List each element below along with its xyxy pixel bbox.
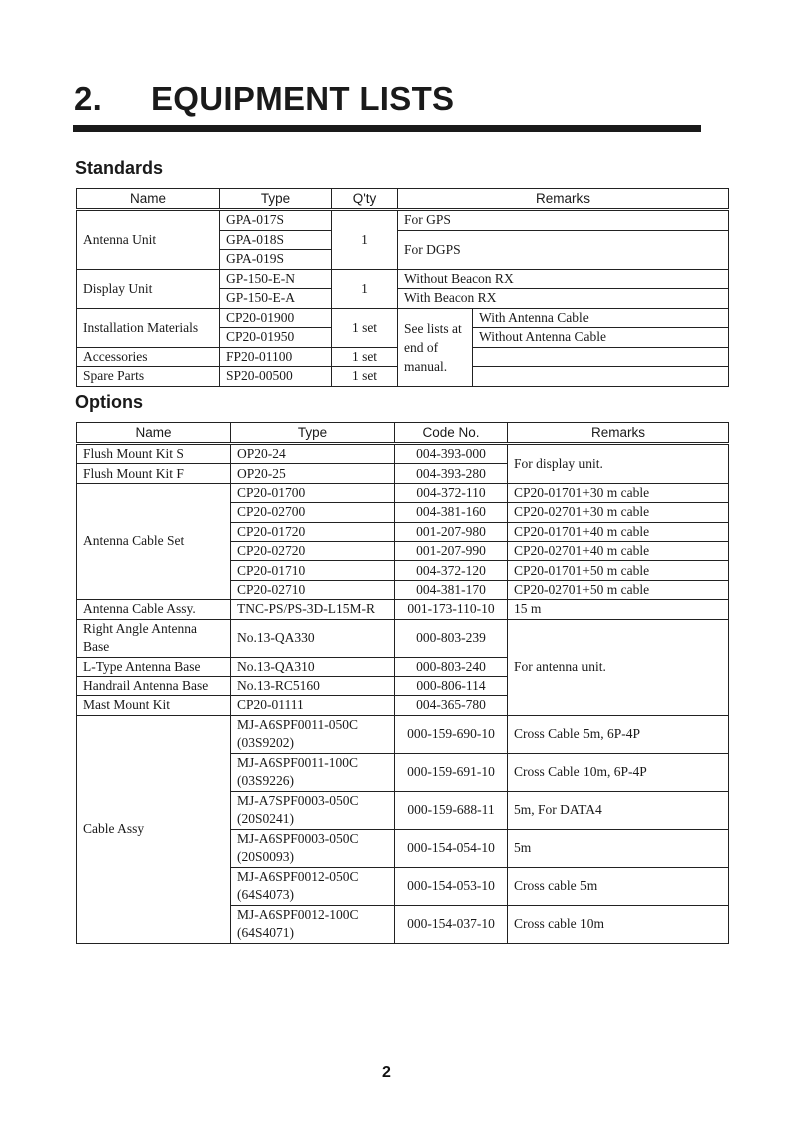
option-remark: For display unit. xyxy=(508,444,729,484)
option-remark: 5m, For DATA4 xyxy=(508,791,729,829)
item-remark: With Antenna Cable xyxy=(473,308,729,328)
table-row xyxy=(77,210,729,231)
item-name: Antenna Unit xyxy=(77,210,220,270)
item-type: CP20-01900 xyxy=(220,308,332,328)
option-code: 000-803-240 xyxy=(395,657,508,676)
item-qty: 1 xyxy=(332,269,398,308)
option-type: CP20-02700 xyxy=(231,503,395,522)
item-type: GPA-018S xyxy=(220,230,332,250)
option-name: Antenna Cable Set xyxy=(77,483,231,599)
option-code: 000-154-053-10 xyxy=(395,867,508,905)
option-code: 000-806-114 xyxy=(395,676,508,695)
table-row xyxy=(77,600,729,619)
item-qty: 1 xyxy=(332,210,398,270)
option-name: Flush Mount Kit S xyxy=(77,444,231,464)
option-name: Cable Assy xyxy=(77,715,231,943)
option-type: CP20-01720 xyxy=(231,522,395,541)
item-remark: Without Antenna Cable xyxy=(473,328,729,348)
column-header: Q'ty xyxy=(332,189,398,210)
item-type: GPA-019S xyxy=(220,250,332,270)
option-type: CP20-02710 xyxy=(231,580,395,599)
option-type: CP20-01700 xyxy=(231,483,395,502)
see-lists-note: See lists at end of manual. xyxy=(398,308,473,386)
table-row xyxy=(77,269,729,289)
option-type: No.13-QA330 xyxy=(231,619,395,657)
option-remark: For antenna unit. xyxy=(508,619,729,715)
option-type: MJ-A6SPF0011-100C (03S9226) xyxy=(231,753,395,791)
option-code: 000-803-239 xyxy=(395,619,508,657)
option-type: MJ-A6SPF0012-100C (64S4071) xyxy=(231,905,395,943)
option-code: 004-372-110 xyxy=(395,483,508,502)
standards-heading: Standards xyxy=(75,158,164,178)
option-name: L-Type Antenna Base xyxy=(77,657,231,676)
option-type: CP20-02720 xyxy=(231,541,395,560)
table-row xyxy=(77,619,729,657)
option-name: Flush Mount Kit F xyxy=(77,464,231,483)
options-table xyxy=(76,422,729,944)
option-code: 001-173-110-10 xyxy=(395,600,508,619)
option-code: 004-381-160 xyxy=(395,503,508,522)
option-name: Antenna Cable Assy. xyxy=(77,600,231,619)
option-remark: CP20-02701+50 m cable xyxy=(508,580,729,599)
item-type: SP20-00500 xyxy=(220,367,332,387)
title-rule xyxy=(73,125,701,132)
item-type: GPA-017S xyxy=(220,210,332,231)
table-row xyxy=(77,715,729,753)
option-remark: 5m xyxy=(508,829,729,867)
item-remark xyxy=(473,367,729,387)
table-row xyxy=(77,483,729,502)
option-type: No.13-QA310 xyxy=(231,657,395,676)
column-header: Name xyxy=(77,189,220,210)
option-type: MJ-A6SPF0012-050C (64S4073) xyxy=(231,867,395,905)
item-qty: 1 set xyxy=(332,367,398,387)
item-qty: 1 set xyxy=(332,308,398,347)
option-remark: CP20-01701+50 m cable xyxy=(508,561,729,580)
page-number: 2 xyxy=(382,1064,391,1081)
column-header: Type xyxy=(231,423,395,444)
item-name: Installation Materials xyxy=(77,308,220,347)
table-header-row xyxy=(77,189,729,210)
item-remark: Without Beacon RX xyxy=(398,269,729,289)
option-code: 001-207-990 xyxy=(395,541,508,560)
option-code: 004-365-780 xyxy=(395,696,508,715)
option-type: MJ-A6SPF0011-050C (03S9202) xyxy=(231,715,395,753)
option-remark: 15 m xyxy=(508,600,729,619)
option-code: 004-393-280 xyxy=(395,464,508,483)
item-remark: For DGPS xyxy=(398,230,729,269)
option-code: 000-154-054-10 xyxy=(395,829,508,867)
option-code: 000-159-691-10 xyxy=(395,753,508,791)
option-type: OP20-25 xyxy=(231,464,395,483)
option-code: 004-393-000 xyxy=(395,444,508,464)
option-code: 004-372-120 xyxy=(395,561,508,580)
option-remark: CP20-01701+40 m cable xyxy=(508,522,729,541)
item-qty: 1 set xyxy=(332,347,398,367)
option-code: 001-207-980 xyxy=(395,522,508,541)
table-row xyxy=(77,444,729,464)
section-title: EQUIPMENT LISTS xyxy=(151,80,455,117)
option-code: 004-381-170 xyxy=(395,580,508,599)
item-name: Spare Parts xyxy=(77,367,220,387)
standards-table xyxy=(76,188,729,387)
item-remark: With Beacon RX xyxy=(398,289,729,309)
option-remark: CP20-01701+30 m cable xyxy=(508,483,729,502)
option-name: Handrail Antenna Base xyxy=(77,676,231,695)
option-remark: Cross Cable 10m, 6P-4P xyxy=(508,753,729,791)
option-type: MJ-A6SPF0003-050C (20S0093) xyxy=(231,829,395,867)
option-code: 000-154-037-10 xyxy=(395,905,508,943)
option-type: CP20-01710 xyxy=(231,561,395,580)
item-type: GP-150-E-N xyxy=(220,269,332,289)
option-type: TNC-PS/PS-3D-L15M-R xyxy=(231,600,395,619)
item-type: GP-150-E-A xyxy=(220,289,332,309)
column-header: Remarks xyxy=(398,189,729,210)
option-type: MJ-A7SPF0003-050C (20S0241) xyxy=(231,791,395,829)
column-header: Remarks xyxy=(508,423,729,444)
option-remark: Cross cable 10m xyxy=(508,905,729,943)
option-type: No.13-RC5160 xyxy=(231,676,395,695)
table-header-row xyxy=(77,423,729,444)
item-name: Accessories xyxy=(77,347,220,367)
option-remark: CP20-02701+40 m cable xyxy=(508,541,729,560)
column-header: Type xyxy=(220,189,332,210)
item-remark xyxy=(473,347,729,367)
option-name: Right Angle Antenna Base xyxy=(77,619,231,657)
option-remark: Cross cable 5m xyxy=(508,867,729,905)
page-title xyxy=(74,80,454,118)
option-type: OP20-24 xyxy=(231,444,395,464)
option-code: 000-159-688-11 xyxy=(395,791,508,829)
section-number: 2. xyxy=(74,80,103,117)
item-type: FP20-01100 xyxy=(220,347,332,367)
option-code: 000-159-690-10 xyxy=(395,715,508,753)
item-remark: For GPS xyxy=(398,210,729,231)
option-remark: Cross Cable 5m, 6P-4P xyxy=(508,715,729,753)
column-header: Name xyxy=(77,423,231,444)
option-remark: CP20-02701+30 m cable xyxy=(508,503,729,522)
option-type: CP20-01111 xyxy=(231,696,395,715)
column-header: Code No. xyxy=(395,423,508,444)
table-row xyxy=(77,308,729,328)
option-name: Mast Mount Kit xyxy=(77,696,231,715)
item-type: CP20-01950 xyxy=(220,328,332,348)
item-name: Display Unit xyxy=(77,269,220,308)
options-heading: Options xyxy=(75,392,143,412)
